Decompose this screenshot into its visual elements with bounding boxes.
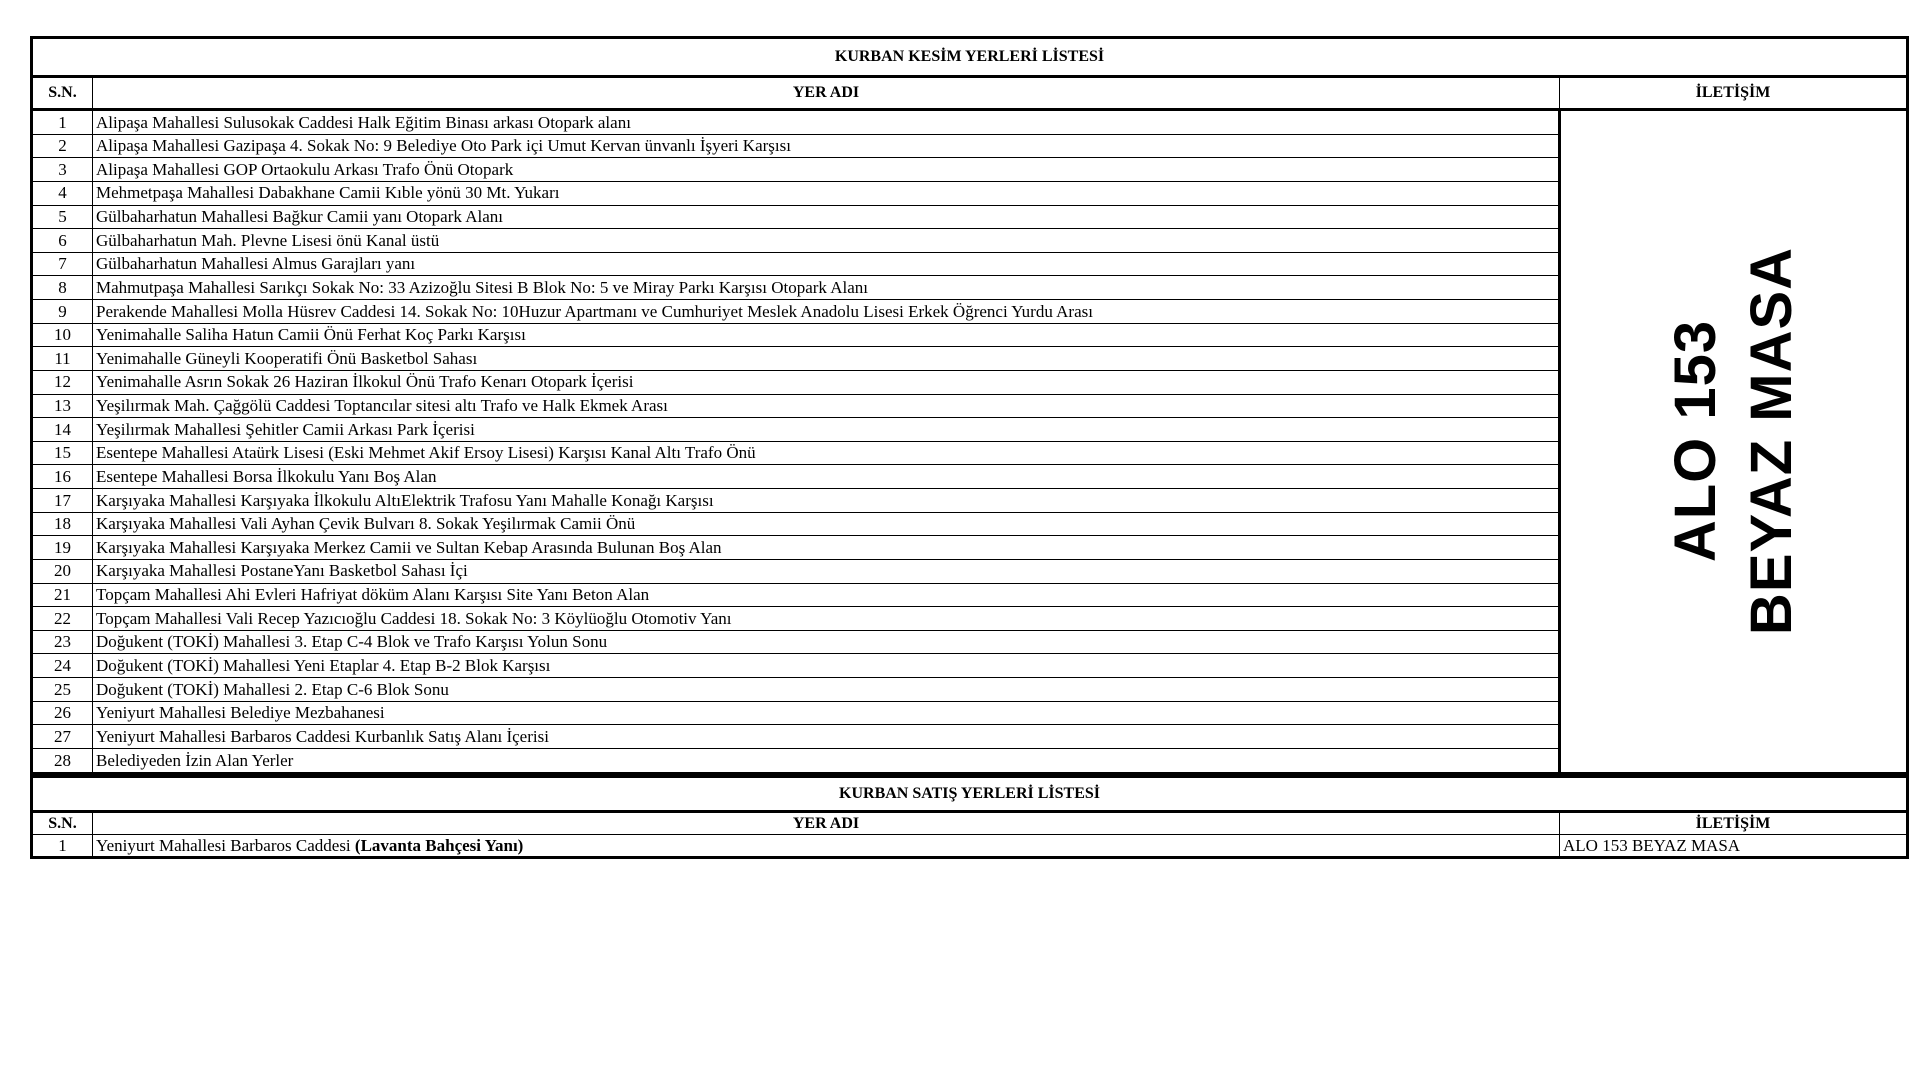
row-place: Yeniyurt Mahallesi Belediye Mezbahanesi [93,701,1560,725]
row-sn: 26 [32,701,93,725]
row-sn: 1 [32,834,93,858]
row-sn: 24 [32,654,93,678]
row-sn: 11 [32,347,93,371]
row-place: Mahmutpaşa Mahallesi Sarıkçı Sokak No: 33 Azizoğlu Sitesi B Blok No: 5 ve Miray Parkı Karşısı Otopark Alanı [93,276,1560,300]
header-sn: S.N. [32,77,93,110]
row-place: Yenimahalle Saliha Hatun Camii Önü Ferhat Koç Parkı Karşısı [93,323,1560,347]
row-sn: 16 [32,465,93,489]
row-sn: 15 [32,441,93,465]
row-sn: 21 [32,583,93,607]
row-place: Perakende Mahallesi Molla Hüsrev Caddesi 14. Sokak No: 10Huzur Apartmanı ve Cumhuriyet Meslek Anadolu Lisesi Erkek Öğrenci Yurdu Arası [93,300,1560,324]
row-sn: 28 [32,748,93,773]
row-sn: 23 [32,630,93,654]
sales-header-sn: S.N. [32,811,93,834]
row-place: Yenimahalle Güneyli Kooperatifi Önü Basketbol Sahası [93,347,1560,371]
document-page [30,36,1906,859]
row-sn: 12 [32,370,93,394]
sales-places-table [30,775,1909,860]
row-sn: 13 [32,394,93,418]
row-place: Alipaşa Mahallesi GOP Ortaokulu Arkası Trafo Önü Otopark [93,158,1560,182]
contact-wrap [1561,111,1906,772]
row-place: Yenimahalle Asrın Sokak 26 Haziran İlkokul Önü Trafo Kenarı Otopark İçerisi [93,370,1560,394]
row-sn: 8 [32,276,93,300]
sales-header-contact: İLETİŞİM [1560,811,1908,834]
row-place: Yeşilırmak Mah. Çağgölü Caddesi Toptancılar sitesi altı Trafo ve Halk Ekmek Arası [93,394,1560,418]
row-sn: 7 [32,252,93,276]
row-place: Gülbaharhatun Mahallesi Almus Garajları yanı [93,252,1560,276]
row-sn: 9 [32,300,93,324]
slaughter-table-title: KURBAN KESİM YERLERİ LİSTESİ [32,38,1908,77]
contact-line-2: BEYAZ MASA [1738,247,1804,636]
table-row [32,834,1908,858]
row-sn: 3 [32,158,93,182]
row-place: Gülbaharhatun Mah. Plevne Lisesi önü Kanal üstü [93,229,1560,253]
row-place: Topçam Mahallesi Ahi Evleri Hafriyat döküm Alanı Karşısı Site Yanı Beton Alan [93,583,1560,607]
row-sn: 10 [32,323,93,347]
sales-header-place: YER ADI [93,811,1560,834]
row-place: Alipaşa Mahallesi Gazipaşa 4. Sokak No: 9 Belediye Oto Park içi Umut Kervan ünvanlı İşyeri Karşısı [93,134,1560,158]
table-row [32,110,1908,135]
row-place: Doğukent (TOKİ) Mahallesi Yeni Etaplar 4. Etap B-2 Blok Karşısı [93,654,1560,678]
row-contact: ALO 153 BEYAZ MASA [1560,834,1908,858]
contact-rotated-text [1658,247,1810,635]
row-place: Doğukent (TOKİ) Mahallesi 2. Etap C-6 Blok Sonu [93,678,1560,702]
row-sn: 25 [32,678,93,702]
row-sn: 6 [32,229,93,253]
row-place: Karşıyaka Mahallesi Karşıyaka İlkokulu AltıElektrik Trafosu Yanı Mahalle Konağı Karşısı [93,489,1560,513]
row-place: Doğukent (TOKİ) Mahallesi 3. Etap C-4 Blok ve Trafo Karşısı Yolun Sonu [93,630,1560,654]
row-sn: 19 [32,536,93,560]
row-place: Karşıyaka Mahallesi Vali Ayhan Çevik Bulvarı 8. Sokak Yeşilırmak Camii Önü [93,512,1560,536]
row-sn: 17 [32,489,93,513]
row-place: Esentepe Mahallesi Ataürk Lisesi (Eski Mehmet Akif Ersoy Lisesi) Karşısı Kanal Altı Trafo Önü [93,441,1560,465]
row-sn: 1 [32,110,93,135]
contact-line-1: ALO 153 [1662,320,1728,563]
row-place: Belediyeden İzin Alan Yerler [93,748,1560,773]
sales-table-title: KURBAN SATIŞ YERLERİ LİSTESİ [32,776,1908,811]
row-place: Topçam Mahallesi Vali Recep Yazıcıoğlu Caddesi 18. Sokak No: 3 Köylüoğlu Otomotiv Yanı [93,607,1560,631]
row-place: Karşıyaka Mahallesi Karşıyaka Merkez Camii ve Sultan Kebap Arasında Bulunan Boş Alan [93,536,1560,560]
row-place: Mehmetpaşa Mahallesi Dabakhane Camii Kıble yönü 30 Mt. Yukarı [93,181,1560,205]
row-sn: 5 [32,205,93,229]
row-sn: 14 [32,418,93,442]
row-place-text: Yeniyurt Mahallesi Barbaros Caddesi [96,835,355,855]
row-place [93,834,1560,858]
row-place: Karşıyaka Mahallesi PostaneYanı Basketbol Sahası İçi [93,559,1560,583]
contact-cell [1560,110,1908,774]
row-sn: 27 [32,725,93,749]
row-sn: 20 [32,559,93,583]
row-place: Yeniyurt Mahallesi Barbaros Caddesi Kurbanlık Satış Alanı İçerisi [93,725,1560,749]
row-sn: 22 [32,607,93,631]
row-place-emphasis: (Lavanta Bahçesi Yanı) [354,835,524,855]
row-place: Alipaşa Mahallesi Sulusokak Caddesi Halk Eğitim Binası arkası Otopark alanı [93,110,1560,135]
row-sn: 4 [32,181,93,205]
row-sn: 18 [32,512,93,536]
row-place: Yeşilırmak Mahallesi Şehitler Camii Arkası Park İçerisi [93,418,1560,442]
row-place: Gülbaharhatun Mahallesi Bağkur Camii yanı Otopark Alanı [93,205,1560,229]
row-sn: 2 [32,134,93,158]
header-contact: İLETİŞİM [1560,77,1908,110]
row-place: Esentepe Mahallesi Borsa İlkokulu Yanı Boş Alan [93,465,1560,489]
header-place: YER ADI [93,77,1560,110]
slaughter-places-table [30,36,1909,775]
